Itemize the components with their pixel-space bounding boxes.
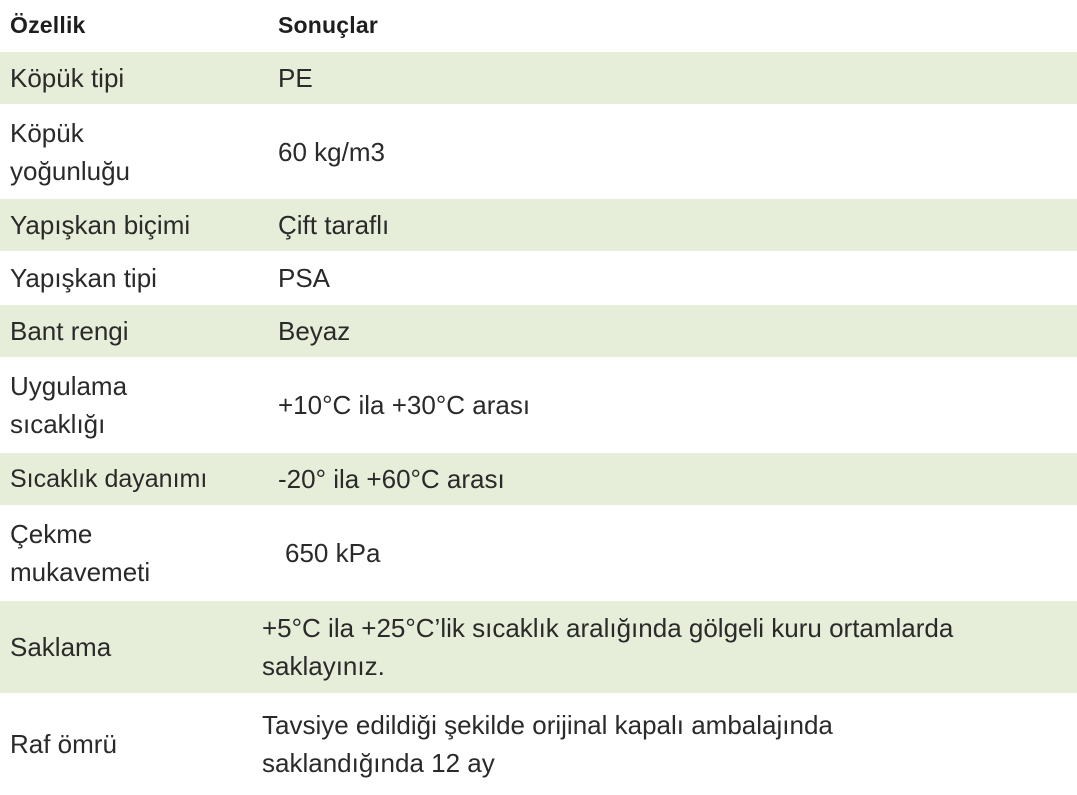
table-row (0, 199, 1077, 251)
table-row (0, 104, 1077, 199)
row-result: Çift taraflı (278, 210, 390, 240)
row-property: Çekme mukavemeti (10, 519, 151, 587)
row-result: Beyaz (278, 316, 351, 346)
row-result: 60 kg/m3 (278, 136, 385, 167)
row-result: PSA (278, 263, 331, 293)
row-property: Saklama (10, 632, 112, 662)
row-property: Köpük tipi (10, 63, 125, 93)
table-row (0, 305, 1077, 357)
row-result: +5°C ila +25°C’lik sıcaklık aralığında gölgeli kuru ortamlarda saklayınız. (262, 613, 954, 681)
table-header-row (0, 0, 1077, 52)
table-row (0, 505, 1077, 601)
row-property: Raf ömrü (10, 729, 117, 759)
header-result: Sonuçlar (278, 12, 379, 38)
row-property: Sıcaklık dayanımı (10, 465, 208, 493)
row-property: Yapışkan biçimi (10, 210, 191, 240)
table-row (0, 52, 1077, 104)
table-row (0, 251, 1077, 305)
table-row (0, 453, 1077, 505)
row-property: Yapışkan tipi (10, 263, 157, 293)
row-property: Bant rengi (10, 316, 129, 346)
row-property: Köpük yoğunluğu (10, 117, 130, 186)
table-row (0, 357, 1077, 453)
row-result: PE (278, 63, 313, 93)
table-row (0, 601, 1077, 693)
row-property: Uygulama sıcaklığı (10, 371, 128, 439)
header-property: Özellik (10, 12, 86, 38)
table-row (0, 693, 1077, 795)
row-result: 650 kPa (285, 538, 381, 568)
row-result: Tavsiye edildiği şekilde orijinal kapalı ambalajında saklandığında 12 ay (262, 710, 833, 778)
row-result: +10°C ila +30°C arası (278, 390, 531, 420)
row-result: -20° ila +60°C arası (278, 464, 505, 494)
